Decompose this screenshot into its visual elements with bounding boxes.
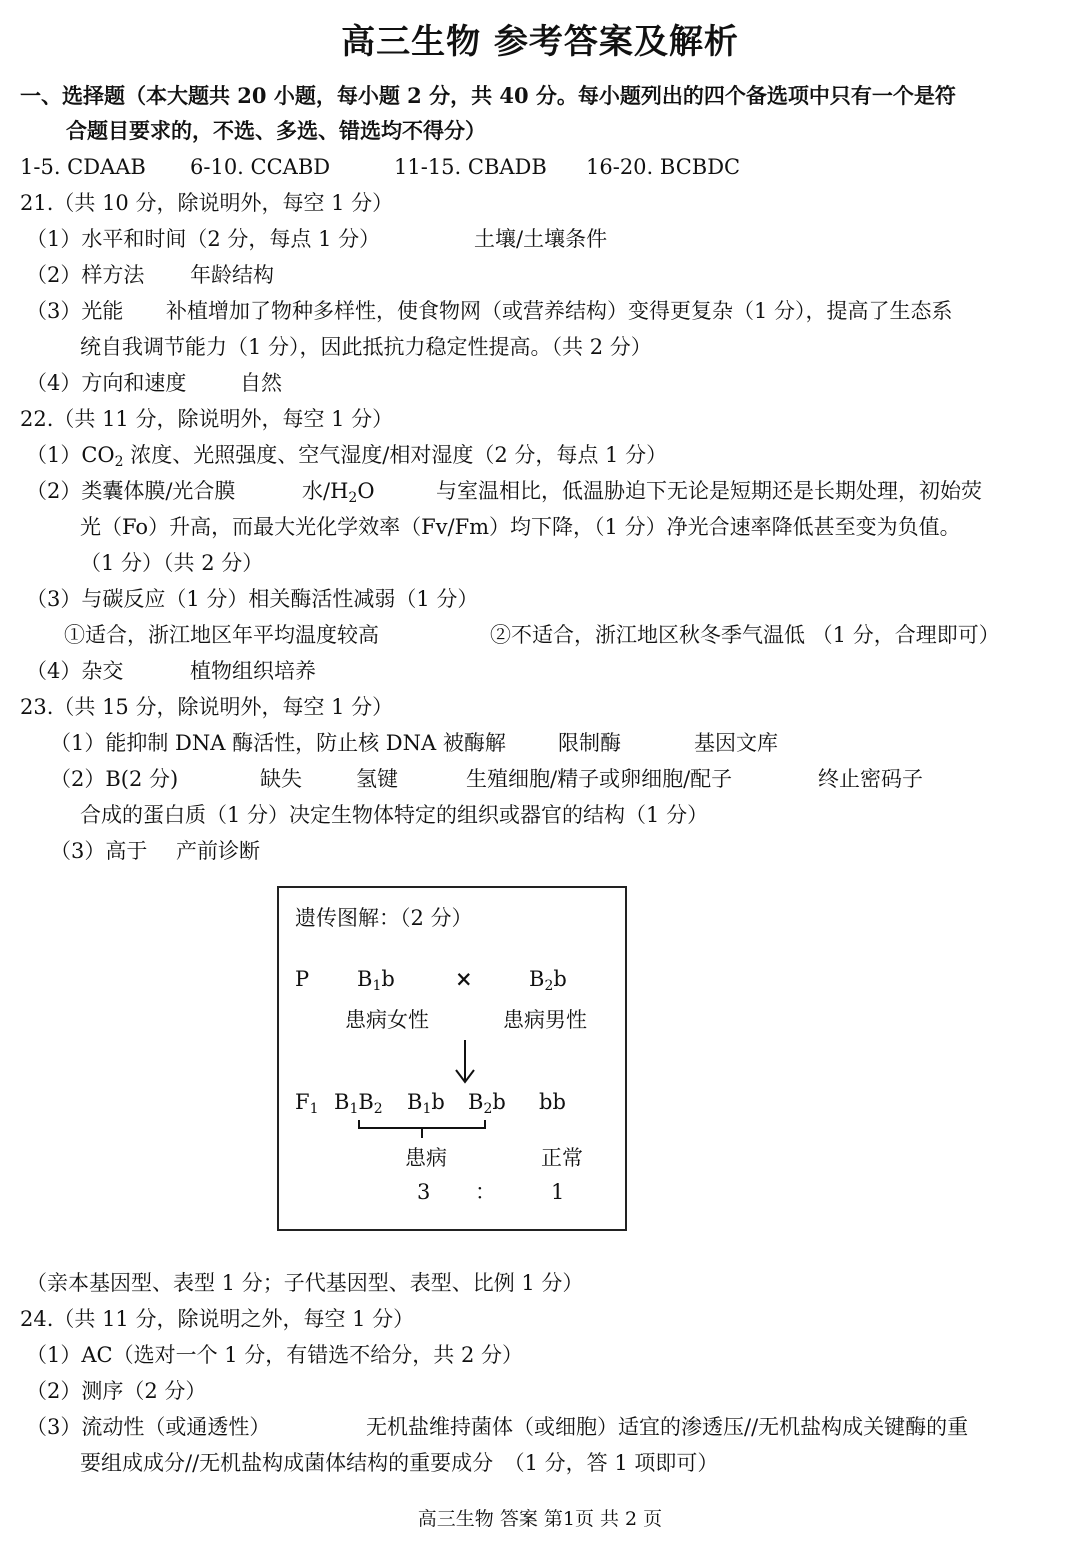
q23-part1-answer-c: 基因文库	[694, 731, 778, 755]
allele: B	[358, 1090, 374, 1114]
mc-answer-group: 16-20. BCBDC	[586, 155, 741, 179]
cross-scoring-note: （亲本基因型、表型 1 分；子代基因型、表型、比例 1 分）	[26, 1271, 584, 1295]
subscript: 2	[544, 978, 554, 994]
allele: b	[381, 967, 395, 991]
q23-part2-answer: （2）B(2 分)	[50, 767, 179, 791]
water-formula: 水/H	[302, 479, 349, 503]
allele: b	[492, 1090, 506, 1114]
q22-part4-answer-b: 植物组织培养	[190, 659, 316, 683]
q24-header: 24.（共 11 分，除说明之外，每空 1 分）	[20, 1307, 415, 1331]
subscript: 1	[349, 1101, 359, 1117]
q22-part1-answer	[26, 440, 667, 470]
allele: B	[529, 967, 545, 991]
subscript: 1	[309, 1101, 319, 1117]
subscript: 1	[372, 978, 382, 994]
mc-answer-group: 6-10. CCABD	[190, 155, 331, 179]
ratio-normal: 1	[551, 1180, 565, 1204]
q23-part2-answer-c: 氢键	[356, 767, 398, 791]
q24-part2-answer: （2）测序（2 分）	[26, 1379, 207, 1403]
q22-part2-answer-cont: 光（Fo）升高，而最大光化学效率（Fv/Fm）均下降，（1 分）净光合速率降低甚至变为负值。	[80, 515, 961, 539]
cross-symbol: ×	[455, 966, 473, 991]
q22-header: 22.（共 11 分，除说明外，每空 1 分）	[20, 407, 394, 431]
q22-part1-text-rest: 浓度、光照强度、空气湿度/相对湿度（2 分，每点 1 分）	[123, 443, 668, 467]
subscript: 1	[422, 1101, 432, 1117]
ratio-colon: ：	[475, 1180, 496, 1204]
f1-generation-label	[295, 1088, 319, 1123]
normal-phenotype: 正常	[541, 1146, 583, 1170]
q21-part2-answer: （2）样方法	[26, 263, 145, 287]
q23-part1-answer-b: 限制酶	[558, 731, 621, 755]
parent1-genotype	[357, 965, 395, 1000]
q21-part4-answer: （4）方向和速度	[26, 371, 187, 395]
genetic-cross-diagram	[277, 886, 627, 1231]
water-formula-o: O	[357, 479, 375, 503]
q22-part4-answer: （4）杂交	[26, 659, 124, 683]
q21-part1-answer-b: 土壤/土壤条件	[474, 227, 608, 251]
parent1-phenotype: 患病女性	[345, 1008, 429, 1032]
allele: B	[357, 967, 373, 991]
q22-part2-answer-c: 与室温相比，低温胁迫下无论是短期还是长期处理，初始荧	[436, 479, 982, 503]
allele: B	[334, 1090, 350, 1114]
mc-answer-group: 11-15. CBADB	[394, 155, 547, 179]
q21-part3-answer-b: 补植增加了物种多样性，使食物网（或营养结构）变得更复杂（1 分），提高了生态系	[166, 299, 953, 323]
q21-part1-answer: （1）水平和时间（2 分，每点 1 分）	[26, 227, 381, 251]
q23-part2-answer-d: 生殖细胞/精子或卵细胞/配子	[466, 767, 733, 791]
offspring-genotype: bb	[539, 1090, 566, 1114]
subscript: 2	[114, 454, 124, 470]
q21-part3-answer: （3）光能	[26, 299, 124, 323]
q23-part2-answer-b: 缺失	[260, 767, 302, 791]
page-title: 高三生物 参考答案及解析	[341, 22, 739, 62]
q24-part3-answer-cont: 要组成成分//无机盐构成菌体结构的重要成分 （1 分，答 1 项即可）	[80, 1451, 719, 1475]
section-heading-choice-cont: 合题目要求的，不选、多选、错选均不得分）	[66, 118, 486, 143]
q23-part2-answer-e: 终止密码子	[818, 767, 923, 791]
q23-header: 23.（共 15 分，除说明外，每空 1 分）	[20, 695, 394, 719]
q21-header: 21.（共 10 分，除说明外，每空 1 分）	[20, 191, 394, 215]
ratio-affected: 3	[417, 1180, 431, 1204]
affected-phenotype: 患病	[405, 1146, 447, 1170]
q23-part2-answer-cont: 合成的蛋白质（1 分）决定生物体特定的组织或器官的结构（1 分）	[80, 803, 709, 827]
q22-part1-text: （1）CO	[26, 443, 115, 467]
q22-part3-answer-b: ①适合，浙江地区年平均温度较高	[64, 623, 379, 647]
subscript: 2	[373, 1101, 383, 1117]
q23-part3-answer-b: 产前诊断	[176, 839, 260, 863]
q21-part3-answer-cont: 统自我调节能力（1 分），因此抵抗力稳定性提高。（共 2 分）	[80, 335, 652, 359]
mc-answer-group: 1-5. CDAAB	[20, 155, 146, 179]
parent2-phenotype: 患病男性	[503, 1008, 587, 1032]
allele: B	[468, 1090, 484, 1114]
q23-part1-answer: （1）能抑制 DNA 酶活性，防止核 DNA 被酶解	[50, 731, 506, 755]
q22-part2-answer: （2）类囊体膜/光合膜	[26, 479, 236, 503]
parent-generation-label: P	[295, 967, 310, 991]
q24-part1-answer: （1）AC（选对一个 1 分，有错选不给分，共 2 分）	[26, 1343, 524, 1367]
grouping-bracket	[357, 1118, 487, 1140]
subscript: 2	[483, 1101, 493, 1117]
q23-part3-answer: （3）高于	[50, 839, 148, 863]
q22-part3-answer-c: ②不适合，浙江地区秋冬季气温低 （1 分，合理即可）	[490, 623, 1000, 647]
allele: b	[431, 1090, 445, 1114]
down-arrow-icon	[451, 1038, 479, 1086]
q22-part2-answer-cont2: （1 分）（共 2 分）	[80, 551, 264, 575]
allele: B	[407, 1090, 423, 1114]
q21-part4-answer-b: 自然	[240, 371, 282, 395]
cross-title: 遗传图解：（2 分）	[295, 906, 473, 930]
subscript: 2	[348, 490, 358, 506]
q21-part2-answer-b: 年龄结构	[190, 263, 274, 287]
page-footer: 高三生物 答案 第1页 共 2 页	[417, 1508, 663, 1530]
section-heading-choice: 一、选择题（本大题共 20 小题，每小题 2 分，共 40 分。每小题列出的四个备选项中只有一个是符	[20, 83, 956, 108]
f1-letter: F	[295, 1090, 310, 1114]
q22-part3-answer: （3）与碳反应（1 分）相关酶活性减弱（1 分）	[26, 587, 479, 611]
allele: b	[553, 967, 567, 991]
q22-part2-answer-b	[302, 476, 375, 506]
q24-part3-answer: （3）流动性（或通透性）	[26, 1415, 271, 1439]
q24-part3-answer-b: 无机盐维持菌体（或细胞）适宜的渗透压//无机盐构成关键酶的重	[366, 1415, 969, 1439]
parent2-genotype	[529, 965, 567, 1000]
